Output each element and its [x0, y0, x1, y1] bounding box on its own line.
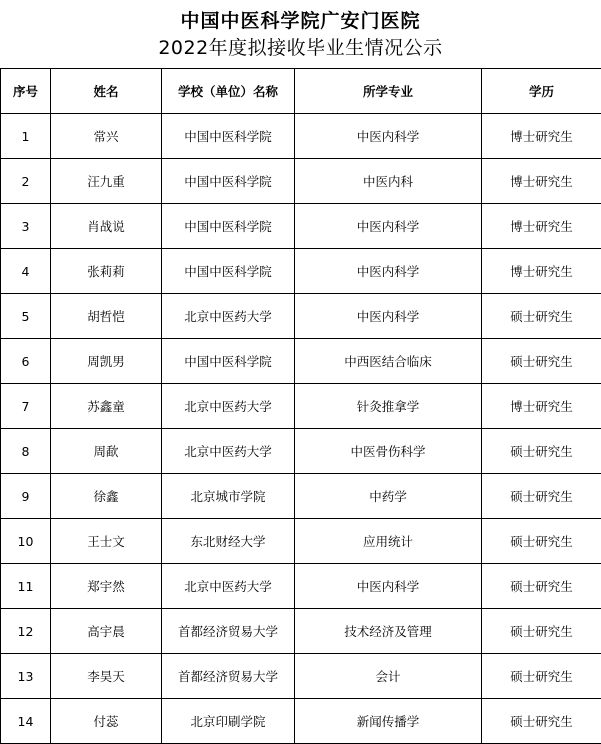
document-title [0, 0, 601, 68]
table-row [1, 654, 601, 699]
cell-index: 1 [1, 114, 51, 159]
cell-school: 北京中医药大学 [162, 384, 295, 429]
cell-school: 东北财经大学 [162, 519, 295, 564]
cell-index: 7 [1, 384, 51, 429]
cell-degree: 硕士研究生 [482, 474, 601, 519]
table-row [1, 339, 601, 384]
cell-school: 中国中医科学院 [162, 204, 295, 249]
cell-degree: 硕士研究生 [482, 294, 601, 339]
table-row [1, 384, 601, 429]
cell-index: 6 [1, 339, 51, 384]
cell-index: 14 [1, 699, 51, 744]
cell-degree: 硕士研究生 [482, 564, 601, 609]
table-row [1, 114, 601, 159]
cell-degree: 硕士研究生 [482, 519, 601, 564]
cell-name: 付蕊 [51, 699, 162, 744]
cell-school: 中国中医科学院 [162, 339, 295, 384]
table-row [1, 429, 601, 474]
table-row [1, 519, 601, 564]
cell-index: 2 [1, 159, 51, 204]
cell-index: 5 [1, 294, 51, 339]
title-announcement: 2022年度拟接收毕业生情况公示 [158, 37, 443, 59]
cell-name: 郑宇然 [51, 564, 162, 609]
table-body [1, 114, 601, 744]
cell-school: 北京城市学院 [162, 474, 295, 519]
cell-degree: 博士研究生 [482, 204, 601, 249]
cell-major: 针灸推拿学 [295, 384, 482, 429]
cell-major: 中西医结合临床 [295, 339, 482, 384]
cell-degree: 博士研究生 [482, 114, 601, 159]
cell-index: 13 [1, 654, 51, 699]
cell-index: 10 [1, 519, 51, 564]
cell-major: 会计 [295, 654, 482, 699]
cell-school: 首都经济贸易大学 [162, 609, 295, 654]
cell-index: 8 [1, 429, 51, 474]
cell-school: 中国中医科学院 [162, 159, 295, 204]
cell-name: 苏鑫童 [51, 384, 162, 429]
cell-index: 4 [1, 249, 51, 294]
cell-school: 北京中医药大学 [162, 294, 295, 339]
table-row [1, 699, 601, 744]
cell-major: 新闻传播学 [295, 699, 482, 744]
cell-name: 肖战说 [51, 204, 162, 249]
cell-name: 胡哲恺 [51, 294, 162, 339]
cell-school: 中国中医科学院 [162, 249, 295, 294]
cell-school: 中国中医科学院 [162, 114, 295, 159]
cell-school: 北京印刷学院 [162, 699, 295, 744]
cell-name: 张莉莉 [51, 249, 162, 294]
table-row [1, 474, 601, 519]
cell-name: 李昊天 [51, 654, 162, 699]
cell-index: 11 [1, 564, 51, 609]
cell-major: 中医内科学 [295, 294, 482, 339]
cell-school: 北京中医药大学 [162, 564, 295, 609]
cell-major: 应用统计 [295, 519, 482, 564]
table-row [1, 564, 601, 609]
cell-degree: 硕士研究生 [482, 339, 601, 384]
cell-degree: 博士研究生 [482, 249, 601, 294]
cell-school: 北京中医药大学 [162, 429, 295, 474]
cell-name: 周凯男 [51, 339, 162, 384]
cell-name: 常兴 [51, 114, 162, 159]
cell-index: 9 [1, 474, 51, 519]
cell-major: 中医内科学 [295, 114, 482, 159]
cell-major: 技术经济及管理 [295, 609, 482, 654]
cell-name: 王士文 [51, 519, 162, 564]
table-header-row [1, 69, 601, 114]
table-row [1, 204, 601, 249]
header-school: 学校（单位）名称 [162, 69, 295, 114]
cell-index: 12 [1, 609, 51, 654]
header-major: 所学专业 [295, 69, 482, 114]
header-name: 姓名 [51, 69, 162, 114]
table-row [1, 609, 601, 654]
graduates-table [0, 68, 601, 744]
header-degree: 学历 [482, 69, 601, 114]
cell-index: 3 [1, 204, 51, 249]
table-row [1, 249, 601, 294]
cell-major: 中医内科学 [295, 249, 482, 294]
cell-degree: 硕士研究生 [482, 429, 601, 474]
cell-major: 中医内科学 [295, 204, 482, 249]
cell-name: 徐鑫 [51, 474, 162, 519]
cell-major: 中医骨伤科学 [295, 429, 482, 474]
cell-major: 中医内科 [295, 159, 482, 204]
table-row [1, 294, 601, 339]
table-row [1, 159, 601, 204]
cell-degree: 博士研究生 [482, 384, 601, 429]
cell-degree: 硕士研究生 [482, 609, 601, 654]
cell-name: 周歃 [51, 429, 162, 474]
header-index: 序号 [1, 69, 51, 114]
cell-name: 汪九重 [51, 159, 162, 204]
cell-name: 高宇晨 [51, 609, 162, 654]
cell-major: 中医内科学 [295, 564, 482, 609]
cell-school: 首都经济贸易大学 [162, 654, 295, 699]
title-hospital-name: 中国中医科学院广安门医院 [180, 10, 421, 32]
cell-major: 中药学 [295, 474, 482, 519]
cell-degree: 硕士研究生 [482, 699, 601, 744]
cell-degree: 硕士研究生 [482, 654, 601, 699]
cell-degree: 博士研究生 [482, 159, 601, 204]
